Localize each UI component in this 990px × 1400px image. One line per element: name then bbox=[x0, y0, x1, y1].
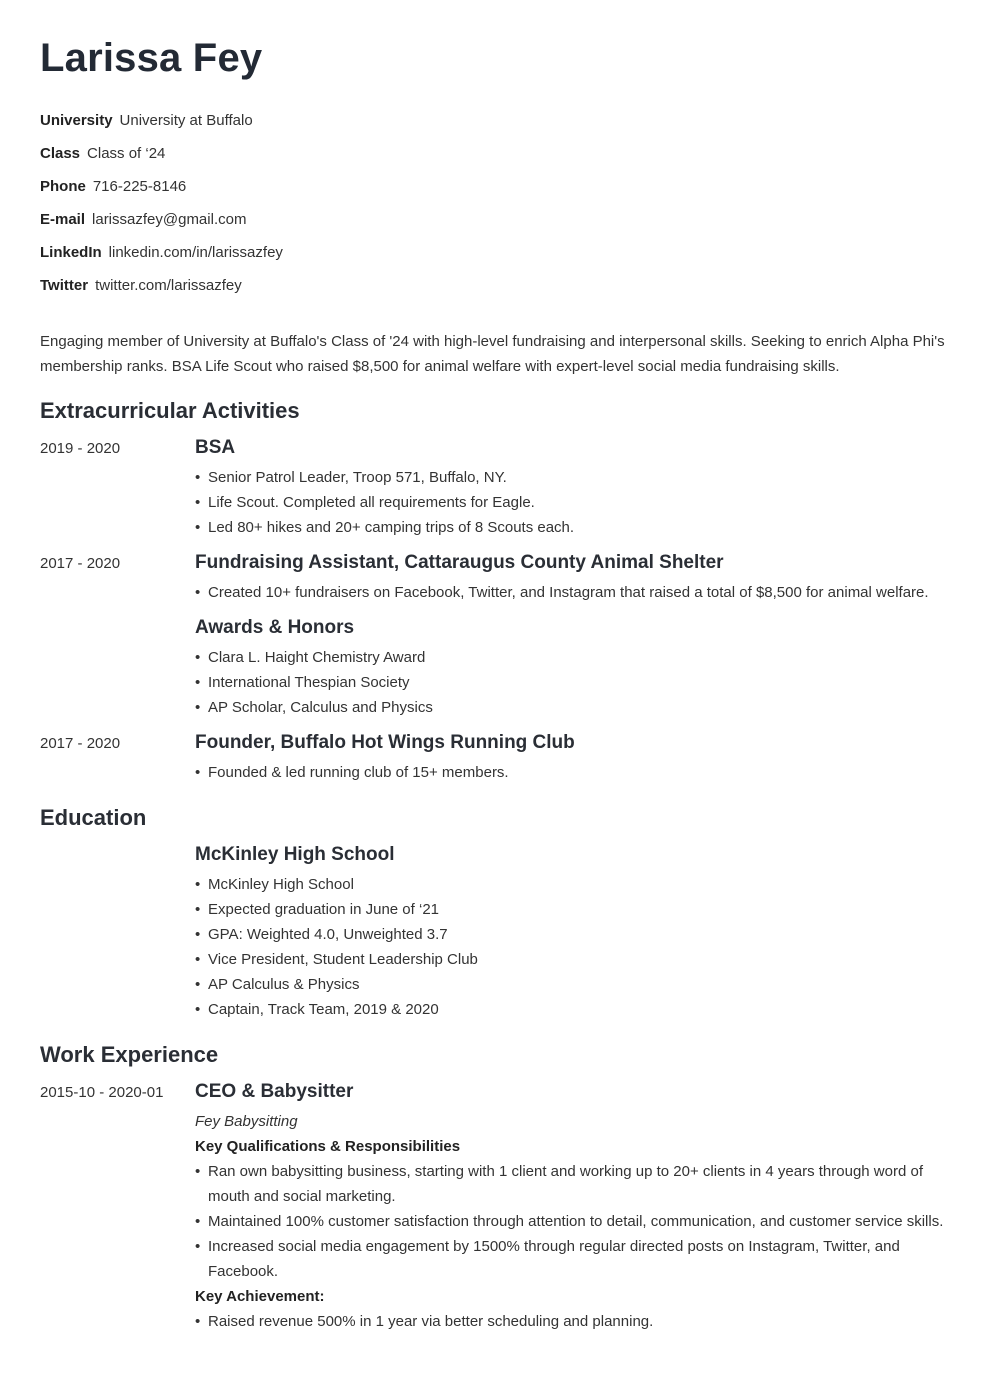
list-item: • Life Scout. Completed all requirements for Eagle. bbox=[195, 490, 955, 515]
list-item: • Led 80+ hikes and 20+ camping trips of 8 Scouts each. bbox=[195, 515, 955, 540]
list-item: • International Thespian Society bbox=[195, 670, 955, 695]
list-item: • Founded & led running club of 15+ members. bbox=[195, 760, 955, 785]
list-item: • Raised revenue 500% in 1 year via better scheduling and planning. bbox=[195, 1309, 955, 1334]
achievement-heading: Key Achievement: bbox=[195, 1288, 325, 1305]
list-item: • Senior Patrol Leader, Troop 571, Buffalo, NY. bbox=[195, 465, 955, 490]
contact-value: Class of ‘24 bbox=[87, 145, 166, 162]
list-item: • Maintained 100% customer satisfaction through attention to detail, communication, and customer service skills. bbox=[195, 1209, 955, 1234]
entry-date: 2019 - 2020 bbox=[40, 440, 121, 457]
contact-email bbox=[40, 211, 246, 228]
list-item: • Ran own babysitting business, starting with 1 client and working up to 20+ clients in 4 years through word of mouth and social marketing. bbox=[195, 1159, 955, 1209]
contact-class bbox=[40, 145, 165, 162]
entry-title: Fundraising Assistant, Cattaraugus County Animal Shelter bbox=[195, 552, 724, 573]
entry-bullets bbox=[195, 580, 955, 605]
qualifications-heading: Key Qualifications & Responsibilities bbox=[195, 1138, 461, 1155]
contact-phone bbox=[40, 178, 186, 195]
contact-value: twitter.com/larissazfey bbox=[95, 277, 242, 294]
contact-label: E-mail bbox=[40, 211, 86, 228]
contact-value: University at Buffalo bbox=[119, 112, 253, 129]
contact-label: Twitter bbox=[40, 277, 89, 294]
contact-linkedin bbox=[40, 244, 283, 261]
contact-label: University bbox=[40, 112, 113, 129]
list-item: • Captain, Track Team, 2019 & 2020 bbox=[195, 997, 955, 1022]
list-item: • Expected graduation in June of ‘21 bbox=[195, 897, 955, 922]
entry-title: Awards & Honors bbox=[195, 617, 355, 638]
entry-bullets bbox=[195, 1309, 955, 1334]
contact-twitter bbox=[40, 277, 242, 294]
list-item: • Created 10+ fundraisers on Facebook, Twitter, and Instagram that raised a total of $8,500 for animal welfare. bbox=[195, 580, 955, 605]
entry-date: 2017 - 2020 bbox=[40, 555, 121, 572]
entry-bullets bbox=[195, 872, 955, 1022]
list-item: • Clara L. Haight Chemistry Award bbox=[195, 645, 955, 670]
entry-bullets bbox=[195, 1159, 955, 1284]
contact-value: larissazfey@gmail.com bbox=[92, 211, 247, 228]
list-item: • Vice President, Student Leadership Club bbox=[195, 947, 955, 972]
entry-bullets bbox=[195, 760, 955, 785]
entry-title: CEO & Babysitter bbox=[195, 1081, 354, 1102]
contact-university bbox=[40, 112, 253, 129]
section-title-work: Work Experience bbox=[40, 1042, 219, 1067]
list-item: • Increased social media engagement by 1500% through regular directed posts on Instagram, Twitter, and Facebook. bbox=[195, 1234, 955, 1284]
candidate-name: Larissa Fey bbox=[40, 36, 263, 80]
list-item: • GPA: Weighted 4.0, Unweighted 3.7 bbox=[195, 922, 955, 947]
list-item: • AP Calculus & Physics bbox=[195, 972, 955, 997]
entry-date: 2017 - 2020 bbox=[40, 735, 121, 752]
profile-summary: Engaging member of University at Buffalo's Class of '24 with high-level fundraising and interpersonal skills. Seeking to enrich Alpha Phi's membership ranks. BSA Life Scout who raised $8,500 for animal welfare with expert-level social media fundraising skills. bbox=[40, 333, 945, 375]
contact-value: linkedin.com/in/larissazfey bbox=[108, 244, 283, 261]
section-title-education: Education bbox=[40, 805, 147, 830]
company-name: Fey Babysitting bbox=[195, 1113, 298, 1130]
entry-title: Founder, Buffalo Hot Wings Running Club bbox=[195, 732, 575, 753]
list-item: • McKinley High School bbox=[195, 872, 955, 897]
entry-title: McKinley High School bbox=[195, 844, 395, 865]
entry-bullets bbox=[195, 465, 955, 540]
entry-bullets bbox=[195, 645, 955, 720]
contact-value: 716-225-8146 bbox=[92, 178, 187, 195]
entry-title: BSA bbox=[195, 437, 236, 458]
section-title-extracurricular: Extracurricular Activities bbox=[40, 398, 300, 423]
contact-label: LinkedIn bbox=[40, 244, 102, 261]
contact-label: Phone bbox=[40, 178, 86, 195]
entry-date: 2015-10 - 2020-01 bbox=[40, 1084, 164, 1101]
contact-label: Class bbox=[40, 145, 81, 162]
list-item: • AP Scholar, Calculus and Physics bbox=[195, 695, 955, 720]
